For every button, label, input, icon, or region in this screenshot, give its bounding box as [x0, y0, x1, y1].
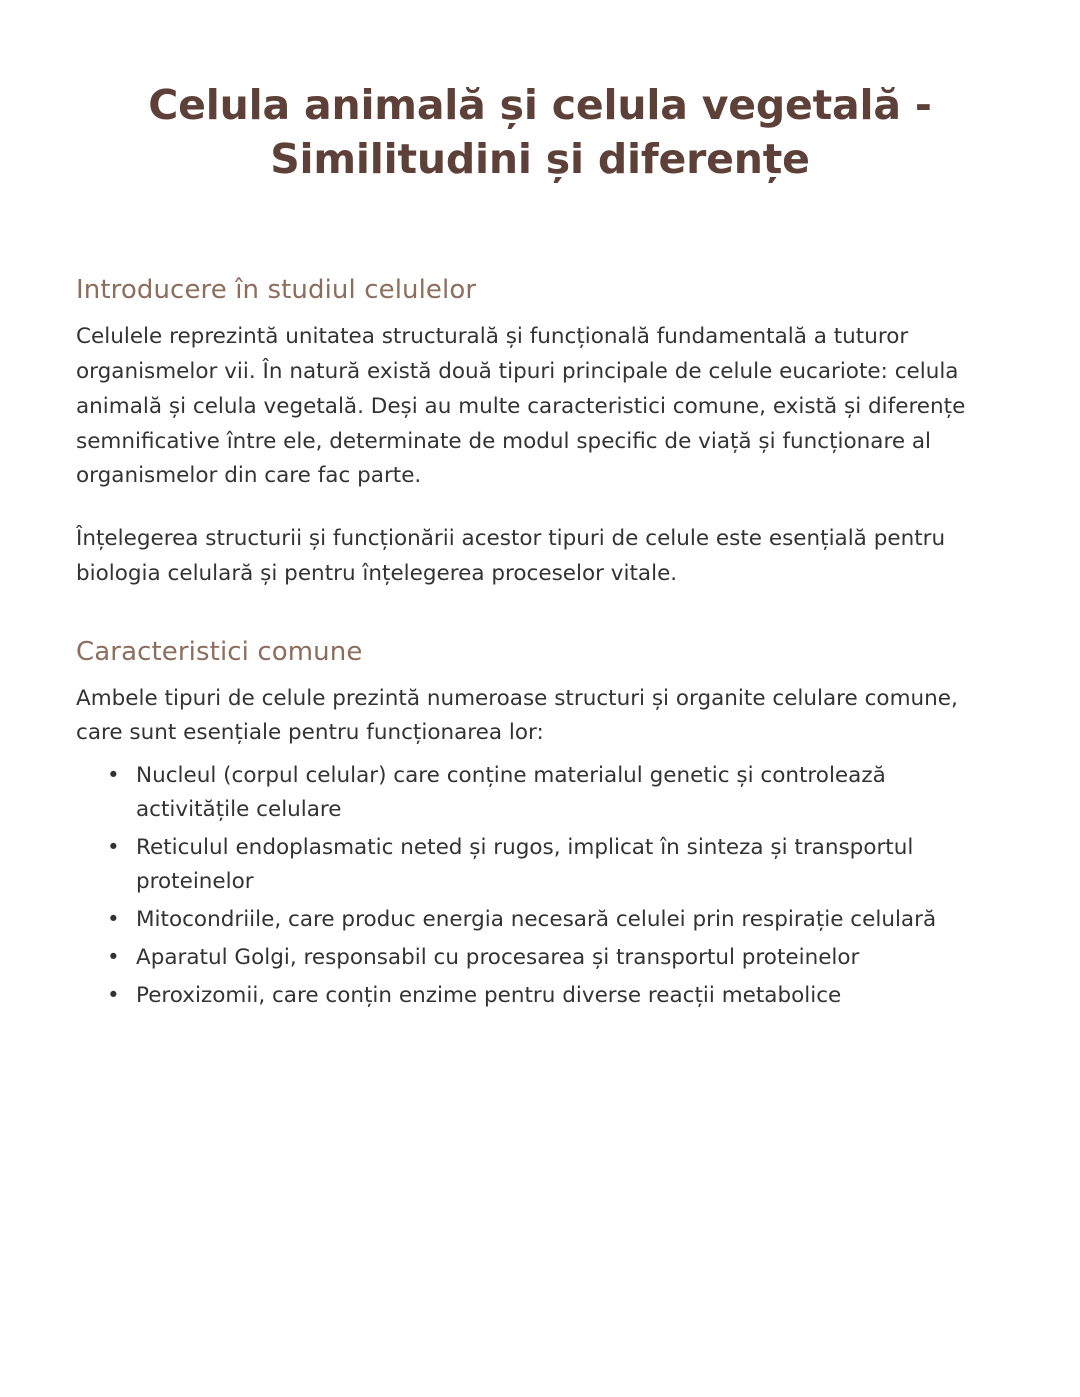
- list-item-label: Nucleul (corpul celular) care conține materialul genetic și controlează activitățile celulare: [136, 763, 886, 823]
- list-item-label: Reticulul endoplasmatic neted și rugos, implicat în sinteza și transportul proteinelor: [136, 835, 914, 895]
- section-heading-introducere: Introducere în studiul celulelor: [76, 275, 477, 306]
- bullet-icon: •: [107, 763, 120, 789]
- section-caracteristici-comune: [76, 636, 1004, 1013]
- page-title: Celula animală și celula vegetală - Similitudini și diferențe: [148, 81, 932, 184]
- paragraph-caracteristici-1: Ambele tipuri de celule prezintă numeroase structuri și organite celulare comune, care sunt esențiale pentru funcționarea lor:: [76, 685, 958, 746]
- section-heading-caracteristici-comune: Caracteristici comune: [76, 636, 363, 667]
- list-item: [107, 903, 1004, 937]
- list-item-label: Peroxizomii, care conțin enzime pentru diverse reacții metabolice: [136, 983, 842, 1009]
- list-item: [107, 979, 1004, 1013]
- section-introducere: [76, 274, 1004, 592]
- paragraph-introducere-1: Celulele reprezintă unitatea structurală și funcțională fundamentală a tuturor organismelor vii. În natură există două tipuri principale de celule eucariote: celula animală și celula vegetală. Deși au multe caracteristici comune, există și diferențe semnificative între ele, determinate de modul specific de viață și funcționare al organismelor din care fac parte.: [76, 324, 966, 489]
- list-item: [107, 941, 1004, 975]
- paragraph-introducere-2: Înțelegerea structurii și funcționării acestor tipuri de celule este esențială pentru biologia celulară și pentru înțelegerea proceselor vitale.: [76, 526, 946, 586]
- bullet-icon: •: [107, 945, 120, 971]
- list-item: [107, 759, 1004, 827]
- caracteristici-bullet-list: [76, 759, 1004, 1013]
- bullet-icon: •: [107, 835, 120, 861]
- list-item: [107, 831, 1004, 899]
- title-spacer: [76, 186, 1004, 274]
- list-item-label: Aparatul Golgi, responsabil cu procesarea și transportul proteinelor: [136, 945, 860, 971]
- list-item-label: Mitocondriile, care produc energia necesară celulei prin respirație celulară: [136, 907, 937, 933]
- bullet-icon: •: [107, 907, 120, 933]
- bullet-icon: •: [107, 983, 120, 1009]
